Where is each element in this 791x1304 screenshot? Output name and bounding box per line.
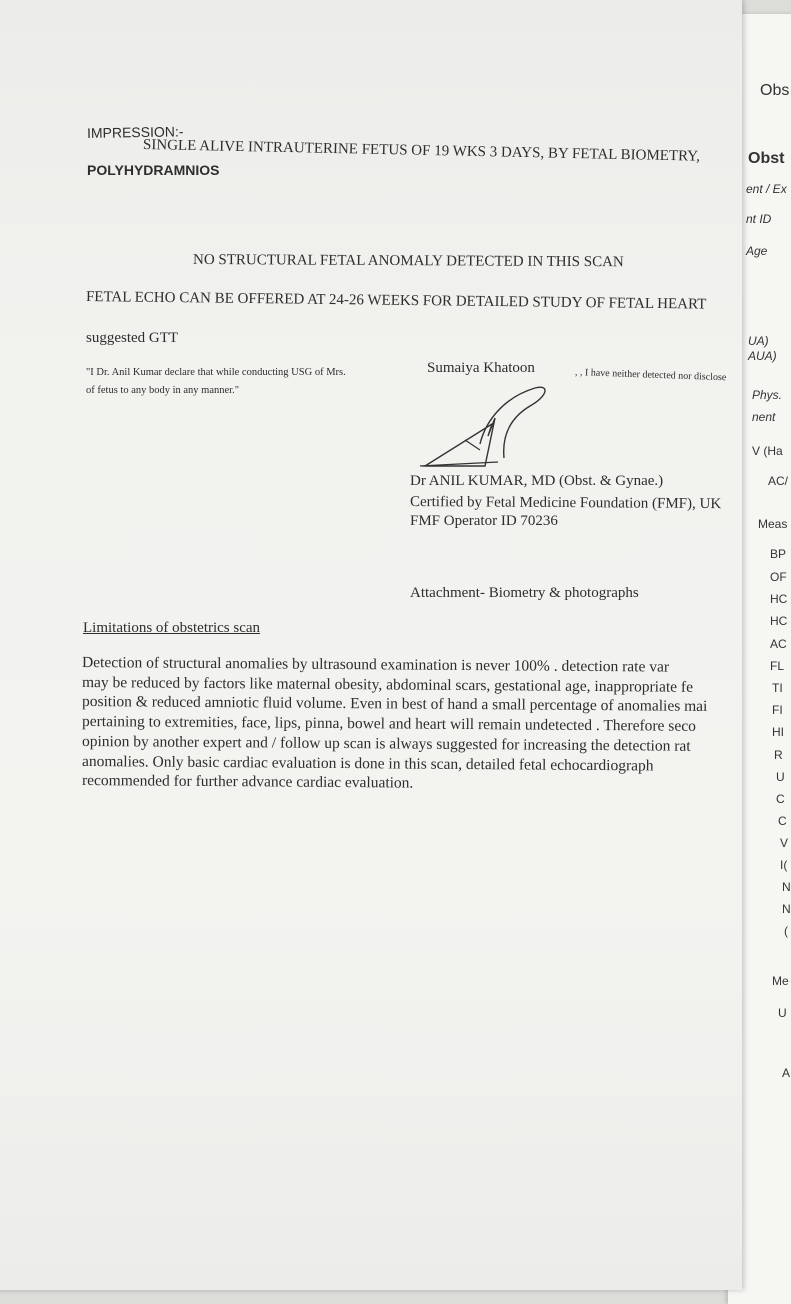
declaration-text: "I Dr. Anil Kumar declare that while conducting USG of Mrs. bbox=[86, 367, 346, 378]
declaration-text-cont: , , I have neither detected nor disclose bbox=[574, 367, 727, 384]
back-label: N bbox=[782, 902, 791, 916]
limitations-title: Limitations of obstetrics scan bbox=[83, 620, 261, 636]
back-label: R bbox=[774, 748, 783, 762]
back-label: ( bbox=[784, 924, 788, 938]
diagnosis-polyhydramnios: POLYHYDRAMNIOS bbox=[87, 162, 220, 178]
back-label: Phys. bbox=[752, 388, 783, 402]
suggested-test: suggested GTT bbox=[86, 330, 179, 346]
doctor-fmf-id: FMF Operator ID 70236 bbox=[410, 513, 558, 529]
fetal-echo-recommendation: FETAL ECHO CAN BE OFFERED AT 24-26 WEEKS FOR DETAILED STUDY OF FETAL HEART bbox=[85, 289, 707, 313]
patient-name: Sumaiya Khatoon bbox=[427, 360, 535, 376]
back-label: BP bbox=[770, 547, 787, 561]
back-label: Obs bbox=[760, 82, 790, 99]
back-label: AUA) bbox=[748, 349, 777, 363]
back-label: C bbox=[776, 792, 785, 806]
back-label: AC/ bbox=[768, 474, 789, 488]
back-label: V bbox=[780, 836, 789, 850]
back-label: AC bbox=[770, 637, 787, 651]
limitations-line: Detection of structural anomalies by ultrasound examination is never 100% . detection rate var bbox=[81, 654, 670, 676]
attachment-note: Attachment- Biometry & photographs bbox=[410, 585, 639, 601]
back-label: ent / Ex bbox=[746, 182, 787, 196]
back-label: nent bbox=[752, 410, 776, 424]
doctor-signature bbox=[410, 378, 570, 473]
doctor-name: Dr ANIL KUMAR, MD (Obst. & Gynae.) bbox=[410, 473, 664, 489]
back-label: UA) bbox=[748, 334, 769, 348]
back-label: Age bbox=[746, 244, 768, 258]
limitations-line: may be reduced by factors like maternal obesity, abdominal scars, gestational age, inappropriate fe bbox=[81, 674, 694, 696]
back-label: N bbox=[782, 880, 791, 894]
back-label: U bbox=[778, 1006, 787, 1020]
back-label: TI bbox=[772, 681, 783, 695]
back-label: Meas bbox=[758, 517, 788, 531]
back-label: HC bbox=[770, 592, 788, 606]
back-label: FI bbox=[772, 703, 783, 717]
declaration-text-line2: of fetus to any body in any manner." bbox=[86, 385, 240, 396]
back-label: C bbox=[778, 814, 787, 828]
limitations-line: anomalies. Only basic cardiac evaluation is done in this scan, detailed fetal echocardiograph bbox=[81, 753, 654, 775]
limitations-line: recommended for further advance cardiac evaluation. bbox=[81, 772, 414, 792]
limitations-line: pertaining to extremities, face, lips, pinna, bowel and heart will remain undetected . Therefore seco bbox=[81, 713, 696, 735]
no-anomaly-statement: NO STRUCTURAL FETAL ANOMALY DETECTED IN THIS SCAN bbox=[192, 252, 624, 271]
back-label: OF bbox=[770, 570, 787, 584]
limitations-line: position & reduced amniotic fluid volume. Even in best of hand a small percentage of anomalies mai bbox=[81, 693, 708, 715]
doctor-certification: Certified by Fetal Medicine Foundation (FMF), UK bbox=[409, 494, 722, 513]
impression-text: SINGLE ALIVE INTRAUTERINE FETUS OF 19 WKS 3 DAYS, BY FETAL BIOMETRY, bbox=[142, 137, 701, 165]
impression-label: IMPRESSION:- bbox=[86, 123, 184, 141]
back-label: V (Ha bbox=[752, 444, 783, 458]
limitations-line: opinion by another expert and / follow up scan is always suggested for increasing the detection rat bbox=[81, 733, 691, 755]
back-label: U bbox=[776, 770, 785, 784]
back-label: Obst bbox=[748, 150, 785, 167]
back-label: FL bbox=[770, 659, 785, 673]
back-label: Me bbox=[772, 974, 789, 988]
back-label: I( bbox=[780, 858, 788, 872]
back-label: HI bbox=[772, 725, 784, 739]
back-label: HC bbox=[770, 614, 788, 628]
back-label: A bbox=[782, 1066, 791, 1080]
back-label: nt ID bbox=[746, 212, 772, 226]
